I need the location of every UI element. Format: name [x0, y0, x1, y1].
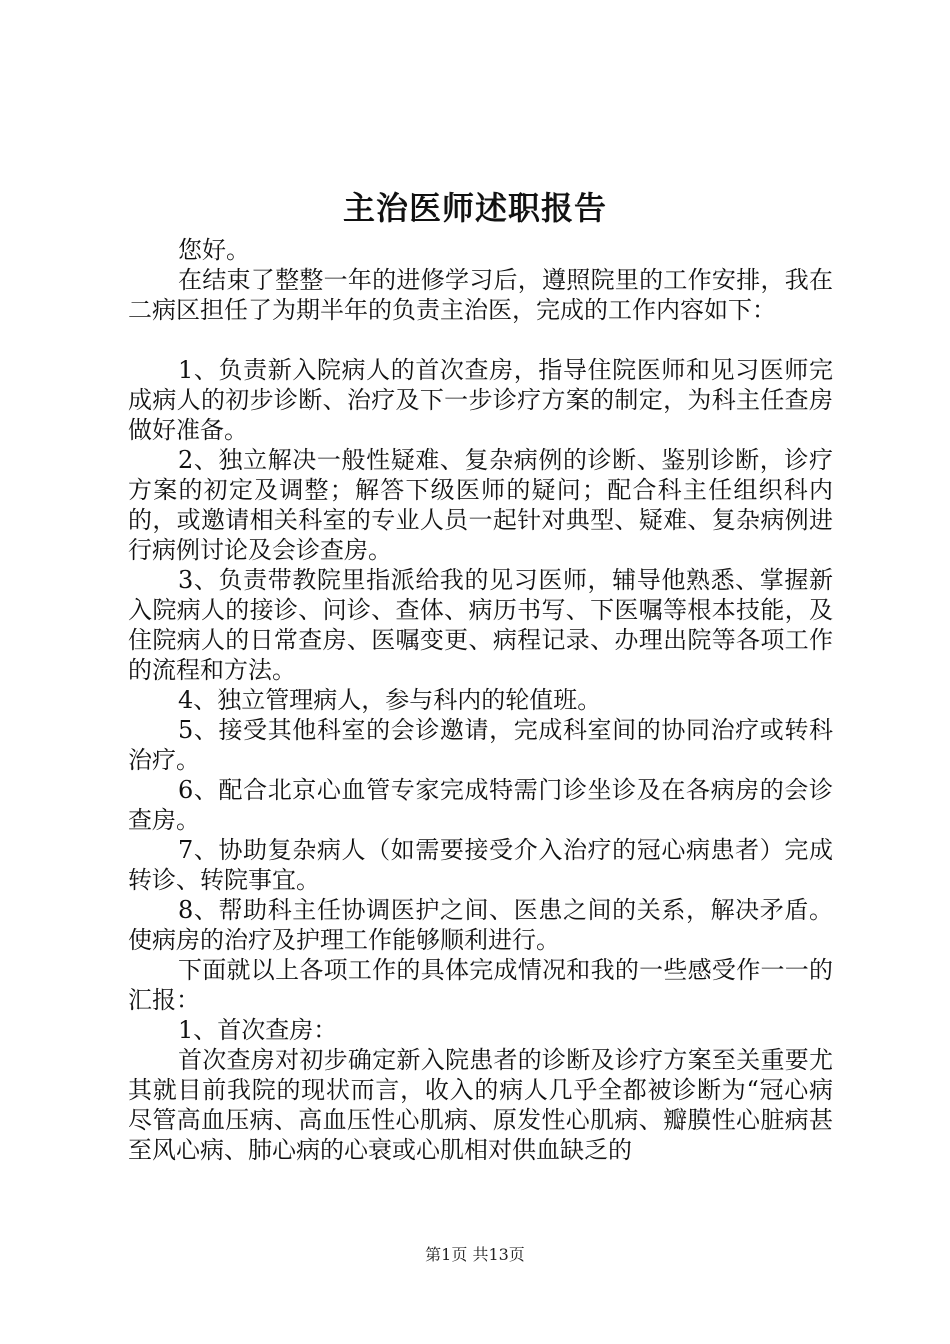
paragraph: 2、独立解决一般性疑难、复杂病例的诊断、鉴别诊断，诊疗方案的初定及调整；解答下级医师的疑问；配合科主任组织科内的，或邀请相关科室的专业人员一起针对典型、疑难、复杂病例进行病例讨论及会诊查房。 — [128, 446, 833, 564]
paragraph: 8、帮助科主任协调医护之间、医患之间的关系，解决矛盾。使病房的治疗及护理工作能够顺利进行。 — [128, 896, 833, 954]
page-number-footer: 第1页 共13页 — [425, 1245, 525, 1264]
paragraph: 首次查房对初步确定新入院患者的诊断及诊疗方案至关重要尤其就目前我院的现状而言，收入的病人几乎全都被诊断为“冠心病尽管高血压病、高血压性心肌病、原发性心肌病、瓣膜性心脏病甚至风心病、肺心病的心衰或心肌相对供血缺乏的 — [128, 1046, 833, 1164]
paragraph: 1、首次查房： — [178, 1016, 338, 1044]
paragraph: 5、接受其他科室的会诊邀请，完成科室间的协同治疗或转科治疗。 — [128, 716, 833, 774]
paragraph: 3、负责带教院里指派给我的见习医师，辅导他熟悉、掌握新入院病人的接诊、问诊、查体、病历书写、下医嘱等根本技能，及住院病人的日常查房、医嘱变更、病程记录、办理出院等各项工作的流程和方法。 — [128, 566, 833, 684]
paragraph: 6、配合北京心血管专家完成特需门诊坐诊及在各病房的会诊查房。 — [128, 776, 833, 834]
document-body — [128, 235, 833, 1165]
paragraph: 您好。 — [178, 236, 250, 264]
paragraph: 下面就以上各项工作的具体完成情况和我的一些感受作一一的汇报： — [128, 956, 833, 1014]
paragraph-spacer — [128, 325, 833, 355]
paragraph: 4、独立管理病人，参与科内的轮值班。 — [178, 686, 602, 714]
document-title: 主治医师述职报告 — [342, 189, 607, 227]
paragraph: 1、负责新入院病人的首次查房，指导住院医师和见习医师完成病人的初步诊断、治疗及下一步诊疗方案的制定，为科主任查房做好准备。 — [128, 356, 833, 444]
paragraph: 在结束了整整一年的进修学习后，遵照院里的工作安排，我在二病区担任了为期半年的负责主治医，完成的工作内容如下： — [128, 266, 833, 324]
paragraph: 7、协助复杂病人（如需要接受介入治疗的冠心病患者）完成转诊、转院事宜。 — [128, 836, 833, 894]
